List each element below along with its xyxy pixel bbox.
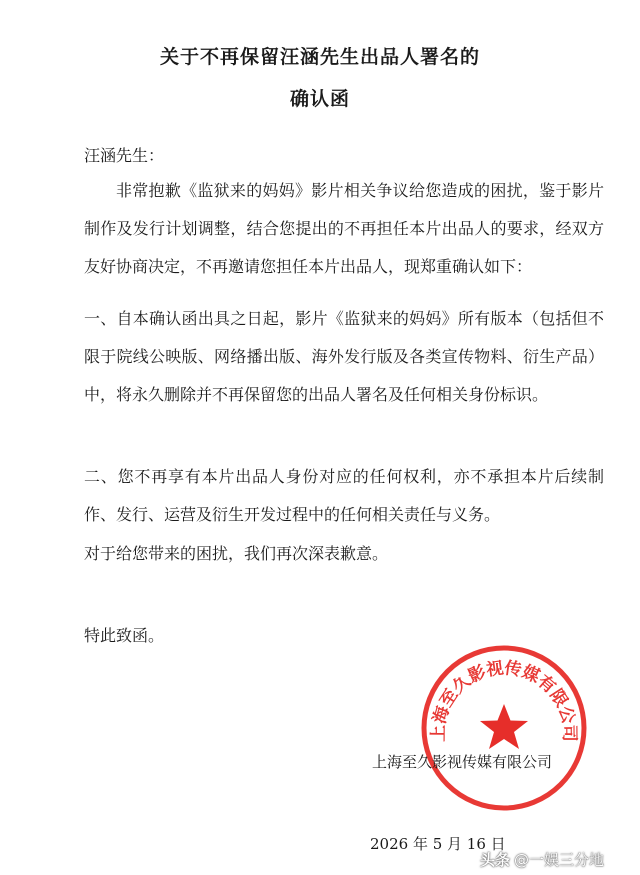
- body-paragraph-1: 非常抱歉《监狱来的妈妈》影片相关争议给您造成的困扰，鉴于影片制作及发行计划调整，结合您提出的不再担任本片出品人的要求，经双方友好协商决定，不再邀请您担任本片出品人，现郑重确认如下：: [84, 181, 604, 276]
- company-seal-stamp: [418, 642, 590, 814]
- watermark-logo: 头条: [480, 851, 511, 869]
- seal-text: 上海至久影视传媒有限公司: [428, 658, 580, 742]
- body-paragraph-3: 二、您不再享有本片出品人身份对应的任何权利，亦不承担本片后续制作、发行、运营及衍生开发过程中的任何相关责任与义务。: [84, 467, 604, 524]
- body-paragraph-2: 一、自本确认函出具之日起，影片《监狱来的妈妈》所有版本（包括但不限于院线公映版、网络播出版、海外发行版及各类宣传物料、衍生产品）中，将永久删除并不再保留您的出品人署名及任何相关身份标识。: [84, 309, 604, 404]
- company-signature: 上海至久影视传媒有限公司: [372, 753, 553, 771]
- watermark: [480, 844, 640, 875]
- letter-title-line2: 确认函: [289, 88, 350, 110]
- letter-date: 2026 年 5 月 16 日: [370, 835, 506, 853]
- letter-title-line1: 关于不再保留汪涵先生出品人署名的: [159, 46, 480, 68]
- seal-star-icon: [480, 704, 528, 749]
- salutation: 汪涵先生：: [84, 146, 165, 165]
- watermark-text: @一娱三分地: [514, 851, 605, 869]
- body-paragraph-4: 对于给您带来的困扰，我们再次深表歉意。: [84, 544, 389, 563]
- closing-line: 特此致函。: [84, 626, 165, 645]
